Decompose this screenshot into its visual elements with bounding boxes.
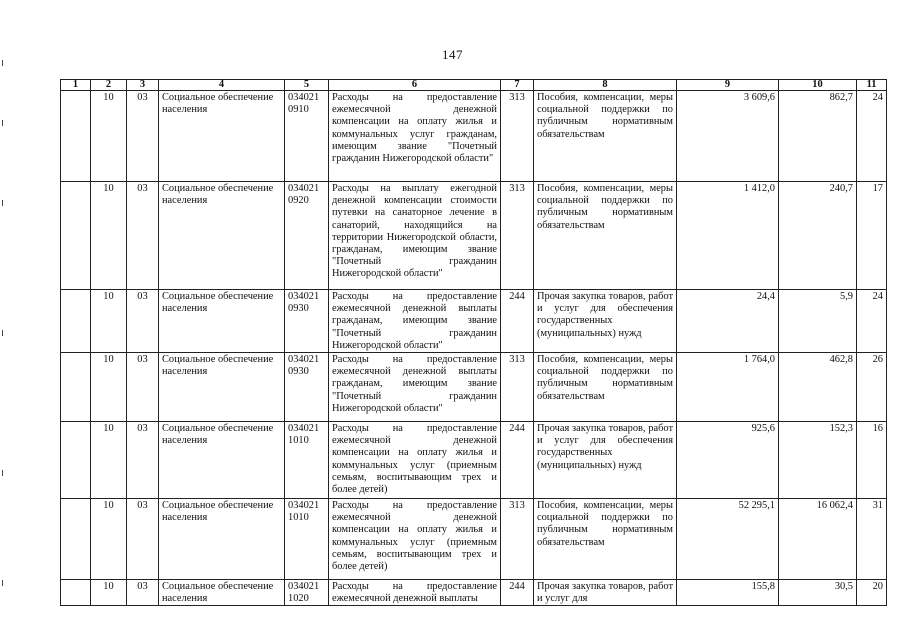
- amount-plan-cell: 1 412,0: [677, 182, 779, 290]
- target-code-cell: 034021 1010: [285, 499, 329, 580]
- row-number-cell: [61, 499, 91, 580]
- subsection-name-cell: Социальное обеспечение населения: [159, 353, 285, 422]
- subsection-name-cell: Социальное обеспечение населения: [159, 580, 285, 606]
- amount-actual-cell: 5,9: [779, 290, 857, 353]
- amount-actual-cell: 240,7: [779, 182, 857, 290]
- table-row: [61, 290, 887, 353]
- section-cell: 10: [91, 499, 127, 580]
- column-header: 2: [91, 80, 127, 91]
- subsection-name-cell: Социальное обеспечение населения: [159, 422, 285, 499]
- subsection-cell: 03: [127, 290, 159, 353]
- expense-type-name-cell: Прочая закупка товаров, работ и услуг для: [534, 580, 677, 606]
- row-number-cell: [61, 422, 91, 499]
- subsection-cell: 03: [127, 580, 159, 606]
- subsection-name-cell: Социальное обеспечение населения: [159, 182, 285, 290]
- table-row: [61, 580, 887, 606]
- expense-type-name-cell: Прочая закупка товаров, работ и услуг для обеспечения государственных (муниципальных) нужд: [534, 290, 677, 353]
- target-code-cell: 034021 0930: [285, 290, 329, 353]
- section-cell: 10: [91, 91, 127, 182]
- amount-actual-cell: 862,7: [779, 91, 857, 182]
- percent-cell: 16: [857, 422, 887, 499]
- scan-edge-mark: [2, 330, 3, 336]
- amount-plan-cell: 52 295,1: [677, 499, 779, 580]
- subsection-cell: 03: [127, 422, 159, 499]
- column-header: 1: [61, 80, 91, 91]
- amount-plan-cell: 24,4: [677, 290, 779, 353]
- section-cell: 10: [91, 290, 127, 353]
- expense-type-code-cell: 244: [501, 422, 534, 499]
- subsection-cell: 03: [127, 499, 159, 580]
- expense-description-cell: Расходы на предоставление ежемесячной денежной компенсации на оплату жилья и коммунальных услуг (приемным семьям, воспитывающим трех и более детей): [329, 499, 501, 580]
- expense-type-name-cell: Пособия, компенсации, меры социальной поддержки по публичным нормативным обязательствам: [534, 353, 677, 422]
- subsection-cell: 03: [127, 91, 159, 182]
- expense-type-name-cell: Пособия, компенсации, меры социальной поддержки по публичным нормативным обязательствам: [534, 91, 677, 182]
- scan-edge-mark: [2, 580, 3, 586]
- subsection-cell: 03: [127, 182, 159, 290]
- expense-type-code-cell: 313: [501, 353, 534, 422]
- expense-description-cell: Расходы на предоставление ежемесячной денежной выплаты гражданам, имеющим звание "Почетный гражданин Нижегородской области": [329, 353, 501, 422]
- section-cell: 10: [91, 182, 127, 290]
- column-header: 9: [677, 80, 779, 91]
- scan-edge-mark: [2, 120, 3, 126]
- target-code-cell: 034021 0930: [285, 353, 329, 422]
- target-code-cell: 034021 1020: [285, 580, 329, 606]
- expense-description-cell: Расходы на выплату ежегодной денежной компенсации стоимости путевки на санаторное лечение в санаторий, находящийся на территории Нижегородской области, гражданам, имеющим звание "Почетный гражданин Нижегородской области": [329, 182, 501, 290]
- expense-type-code-cell: 244: [501, 580, 534, 606]
- expense-type-name-cell: Пособия, компенсации, меры социальной поддержки по публичным нормативным обязательствам: [534, 182, 677, 290]
- table-row: [61, 91, 887, 182]
- column-header: 11: [857, 80, 887, 91]
- table-row: [61, 422, 887, 499]
- percent-cell: 20: [857, 580, 887, 606]
- section-cell: 10: [91, 580, 127, 606]
- percent-cell: 26: [857, 353, 887, 422]
- expense-description-cell: Расходы на предоставление ежемесячной денежной компенсации на оплату жилья и коммунальных услуг (приемным семьям, воспитывающим трех и более детей): [329, 422, 501, 499]
- column-header: 10: [779, 80, 857, 91]
- row-number-cell: [61, 91, 91, 182]
- amount-plan-cell: 1 764,0: [677, 353, 779, 422]
- column-header: 3: [127, 80, 159, 91]
- subsection-name-cell: Социальное обеспечение населения: [159, 290, 285, 353]
- page-number: 147: [442, 47, 463, 62]
- expense-type-name-cell: Прочая закупка товаров, работ и услуг для обеспечения государственных (муниципальных) нужд: [534, 422, 677, 499]
- column-header: 4: [159, 80, 285, 91]
- target-code-cell: 034021 0910: [285, 91, 329, 182]
- column-header: 6: [329, 80, 501, 91]
- amount-actual-cell: 30,5: [779, 580, 857, 606]
- scan-edge-mark: [2, 470, 3, 476]
- row-number-cell: [61, 182, 91, 290]
- amount-plan-cell: 3 609,6: [677, 91, 779, 182]
- expense-description-cell: Расходы на предоставление ежемесячной денежной выплаты гражданам, имеющим звание "Почетный гражданин Нижегородской области": [329, 290, 501, 353]
- expense-type-code-cell: 313: [501, 91, 534, 182]
- column-header: 7: [501, 80, 534, 91]
- target-code-cell: 034021 1010: [285, 422, 329, 499]
- subsection-name-cell: Социальное обеспечение населения: [159, 91, 285, 182]
- table-row: [61, 353, 887, 422]
- row-number-cell: [61, 290, 91, 353]
- column-header: 8: [534, 80, 677, 91]
- expense-description-cell: Расходы на предоставление ежемесячной денежной выплаты: [329, 580, 501, 606]
- amount-actual-cell: 462,8: [779, 353, 857, 422]
- percent-cell: 17: [857, 182, 887, 290]
- expense-type-name-cell: Пособия, компенсации, меры социальной поддержки по публичным нормативным обязательствам: [534, 499, 677, 580]
- subsection-cell: 03: [127, 353, 159, 422]
- section-cell: 10: [91, 353, 127, 422]
- budget-table: [60, 79, 887, 606]
- section-cell: 10: [91, 422, 127, 499]
- percent-cell: 24: [857, 91, 887, 182]
- expense-type-code-cell: 313: [501, 182, 534, 290]
- table-row: [61, 499, 887, 580]
- amount-plan-cell: 155,8: [677, 580, 779, 606]
- amount-actual-cell: 152,3: [779, 422, 857, 499]
- expense-type-code-cell: 313: [501, 499, 534, 580]
- percent-cell: 24: [857, 290, 887, 353]
- scan-edge-mark: [2, 200, 3, 206]
- column-header: 5: [285, 80, 329, 91]
- expense-description-cell: Расходы на предоставление ежемесячной денежной компенсации на оплату жилья и коммунальных услуг гражданам, имеющим звание "Почетный гражданин Нижегородской области": [329, 91, 501, 182]
- header-row: [61, 80, 887, 91]
- row-number-cell: [61, 353, 91, 422]
- table-row: [61, 182, 887, 290]
- amount-plan-cell: 925,6: [677, 422, 779, 499]
- expense-type-code-cell: 244: [501, 290, 534, 353]
- subsection-name-cell: Социальное обеспечение населения: [159, 499, 285, 580]
- amount-actual-cell: 16 062,4: [779, 499, 857, 580]
- percent-cell: 31: [857, 499, 887, 580]
- row-number-cell: [61, 580, 91, 606]
- target-code-cell: 034021 0920: [285, 182, 329, 290]
